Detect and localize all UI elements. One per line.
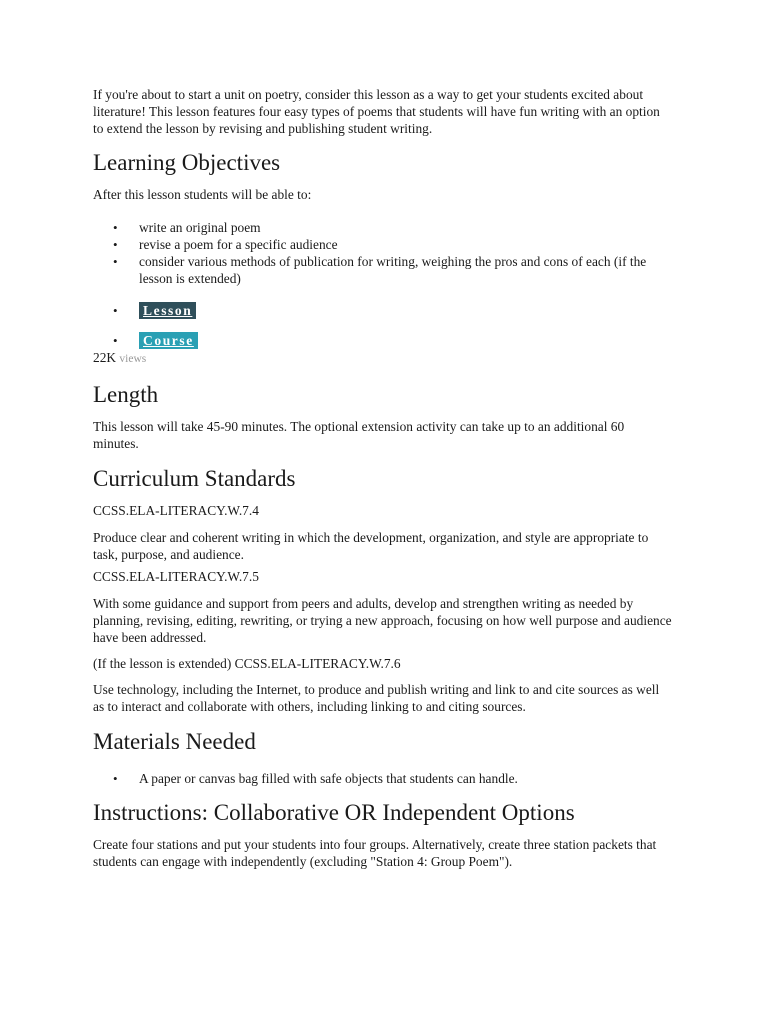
objectives-list <box>93 219 673 287</box>
materials-list <box>93 770 673 787</box>
standard-code: CCSS.ELA-LITERACY.W.7.5 <box>93 569 259 584</box>
views-number: 22K <box>93 350 117 365</box>
lesson-tag-link[interactable]: Lesson <box>139 302 196 319</box>
intro-paragraph: If you're about to start a unit on poetry, consider this lesson as a way to get your students excited about literature! This lesson features four easy types of poems that students will have fun writing with an option to extend the lesson by revising and publishing student writing. <box>93 87 660 136</box>
bullet-icon: • <box>113 771 118 786</box>
list-item: • write an original poem <box>113 220 261 235</box>
list-item: • consider various methods of publication for writing, weighing the pros and cons of each (if the lesson is extended) <box>113 254 647 286</box>
list-item: • revise a poem for a specific audience <box>113 237 338 252</box>
instructions-text: Create four stations and put your students into four groups. Alternatively, create three station packets that students can engage with independently (excluding "Station 4: Group Poem"). <box>93 837 657 869</box>
length-heading: Length <box>93 382 159 407</box>
list-item <box>93 302 673 319</box>
bullet-icon: • <box>113 237 118 252</box>
standard-code: (If the lesson is extended) CCSS.ELA-LITERACY.W.7.6 <box>93 656 401 671</box>
length-text: This lesson will take 45-90 minutes. The optional extension activity can take up to an additional 60 minutes. <box>93 419 625 451</box>
course-tag-link[interactable]: Course <box>139 332 198 349</box>
bullet-icon: • <box>113 220 118 235</box>
standard-code: CCSS.ELA-LITERACY.W.7.4 <box>93 503 259 518</box>
views-count <box>93 349 673 368</box>
standard-description: Use technology, including the Internet, to produce and publish writing and link to and cite sources as well as to interact and collaborate with others, including linking to and citing sources. <box>93 682 660 714</box>
tag-list <box>93 302 673 349</box>
standards-heading: Curriculum Standards <box>93 466 296 491</box>
materials-heading: Materials Needed <box>93 729 256 754</box>
document-content <box>93 86 673 870</box>
views-label: views <box>119 353 147 365</box>
standard-description: Produce clear and coherent writing in which the development, organization, and style are appropriate to task, purpose, and audience. <box>93 530 649 562</box>
objectives-heading: Learning Objectives <box>93 150 281 175</box>
bullet-icon: • <box>113 254 118 269</box>
bullet-icon: • <box>113 333 118 348</box>
bullet-icon: • <box>113 303 118 318</box>
objectives-lead: After this lesson students will be able to: <box>93 187 312 202</box>
list-item: • A paper or canvas bag filled with safe objects that students can handle. <box>113 771 518 786</box>
instructions-heading: Instructions: Collaborative OR Independent Options <box>93 800 575 825</box>
list-item <box>93 332 673 349</box>
standard-description: With some guidance and support from peers and adults, develop and strengthen writing as needed by planning, revising, editing, rewriting, or trying a new approach, focusing on how well purpose and audience have been addressed. <box>93 596 672 645</box>
